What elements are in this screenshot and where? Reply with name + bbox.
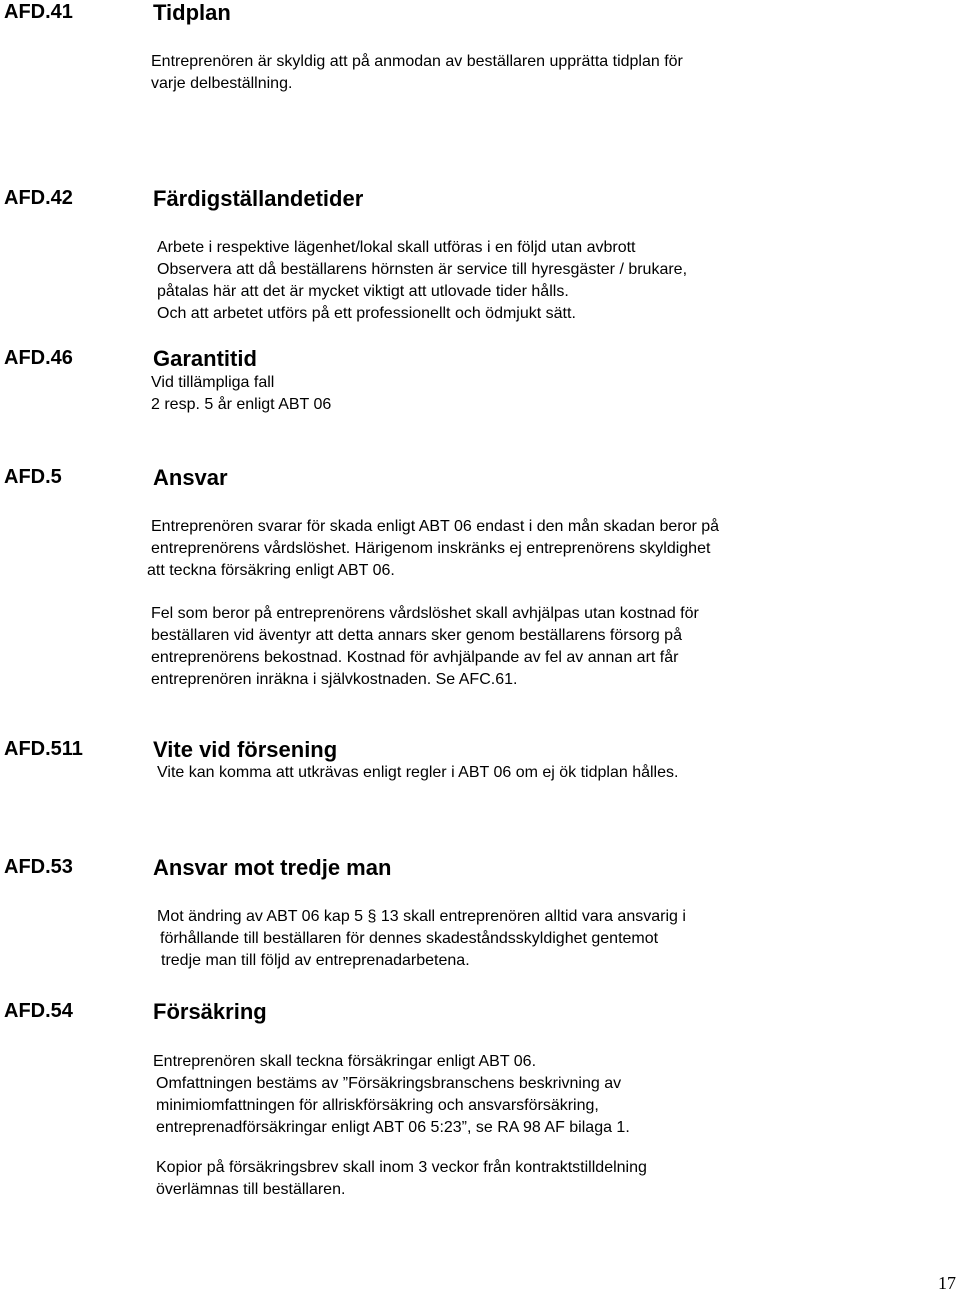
section-title-garantitid: Garantitid	[153, 346, 257, 371]
text-line: Kopior på försäkringsbrev skall inom 3 veckor från kontraktstilldelning	[156, 1159, 647, 1176]
text-line: entreprenörens bekostnad. Kostnad för avhjälpande av fel av annan art får	[151, 649, 679, 666]
text-line: Entreprenören skall teckna försäkringar enligt ABT 06.	[153, 1053, 537, 1070]
text-line: Entreprenören svarar för skada enligt ABT 06 endast i den mån skadan beror på	[151, 518, 720, 535]
text-line: Och att arbetet utförs på ett professionellt och ödmjukt sätt.	[157, 305, 576, 322]
paragraph-forsakring-1	[153, 1051, 630, 1139]
text-line: Arbete i respektive lägenhet/lokal skall utföras i en följd utan avbrott	[157, 239, 636, 256]
text-line: påtalas här att det är mycket viktigt att utlovade tider hålls.	[157, 283, 569, 300]
text-line: beställaren vid äventyr att detta annars sker genom beställarens försorg på	[151, 627, 682, 644]
paragraph-forsakring-2	[156, 1157, 647, 1201]
section-title-tidplan: Tidplan	[153, 0, 231, 25]
text-line: Vite kan komma att utkrävas enligt regler i ABT 06 om ej ök tidplan hålles.	[157, 764, 679, 781]
paragraph-ansvar-mot-tredje-man	[157, 906, 686, 972]
text-line: 2 resp. 5 år enligt ABT 06	[151, 396, 332, 413]
section-code-afd54: AFD.54	[4, 1000, 73, 1022]
paragraph-fardigstallandetider	[157, 237, 687, 325]
text-line: minimiomfattningen för allriskförsäkring och ansvarsförsäkring,	[156, 1097, 599, 1114]
text-line: entreprenadförsäkringar enligt ABT 06 5:23”, se RA 98 AF bilaga 1.	[156, 1119, 630, 1136]
section-title-vite-vid-forsening: Vite vid försening	[153, 737, 338, 762]
page-number: 17	[938, 1273, 956, 1293]
section-code-afd46: AFD.46	[4, 347, 73, 369]
text-line: entreprenören inräkna i självkostnaden. Se AFC.61.	[151, 671, 518, 688]
section-code-afd41: AFD.41	[4, 1, 73, 23]
text-line: att teckna försäkring enligt ABT 06.	[147, 562, 395, 579]
text-line: Observera att då beställarens hörnsten är service till hyresgäster / brukare,	[157, 261, 688, 278]
text-line: Fel som beror på entreprenörens vårdslöshet skall avhjälpas utan kostnad för	[151, 605, 699, 622]
paragraph-ansvar-1	[147, 516, 720, 582]
text-line: tredje man till följd av entreprenadarbetena.	[161, 952, 470, 969]
section-code-afd511: AFD.511	[4, 738, 83, 760]
section-title-ansvar-mot-tredje-man: Ansvar mot tredje man	[153, 855, 392, 880]
section-title-ansvar: Ansvar	[153, 465, 228, 490]
text-line: överlämnas till beställaren.	[156, 1181, 346, 1198]
paragraph-garantitid	[151, 372, 331, 416]
section-title-fardigstallandetider: Färdigställandetider	[153, 186, 364, 211]
text-line: Entreprenören är skyldig att på anmodan av beställaren upprätta tidplan för	[151, 53, 683, 70]
paragraph-vite	[157, 762, 678, 784]
paragraph-ansvar-2	[151, 603, 699, 691]
text-line: förhållande till beställaren för dennes skadeståndsskyldighet gentemot	[160, 930, 659, 947]
section-code-afd42: AFD.42	[4, 187, 73, 209]
paragraph-tidplan	[151, 51, 683, 95]
section-code-afd53: AFD.53	[4, 856, 73, 878]
text-line: varje delbeställning.	[151, 75, 293, 92]
section-code-afd5: AFD.5	[4, 466, 62, 488]
section-title-forsakring: Försäkring	[153, 999, 267, 1024]
text-line: Mot ändring av ABT 06 kap 5 § 13 skall entreprenören alltid vara ansvarig i	[157, 908, 686, 925]
text-line: Omfattningen bestäms av ”Försäkringsbranschens beskrivning av	[156, 1075, 622, 1092]
text-line: Vid tillämpliga fall	[151, 374, 275, 391]
text-line: entreprenörens vårdslöshet. Härigenom inskränks ej entreprenörens skyldighet	[151, 540, 711, 557]
